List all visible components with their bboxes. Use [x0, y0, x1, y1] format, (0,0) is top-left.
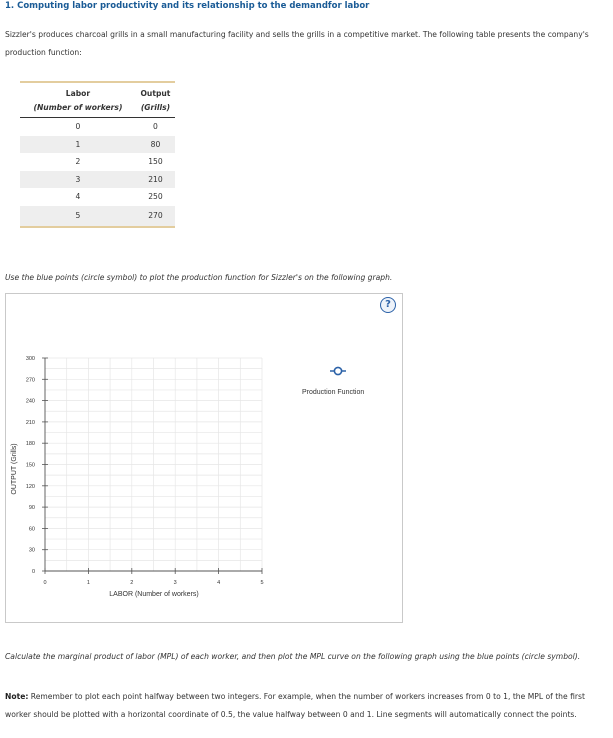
x-tick-label: 4	[217, 580, 221, 586]
y-tick-label: 0	[31, 569, 35, 575]
note-label: Note:	[5, 692, 29, 701]
y-tick-label: 30	[28, 547, 35, 554]
output-unit-header: (Grills)	[136, 101, 175, 118]
legend-label: Production Function	[302, 389, 365, 396]
output-cell: 250	[148, 192, 163, 202]
page-title: 1. Computing labor productivity and its relationship to the demandfor labor	[5, 1, 370, 11]
y-tick-label: 120	[25, 483, 35, 490]
y-tick-label: 90	[28, 505, 35, 512]
labor-cell: 1	[20, 136, 136, 154]
x-tick-label: 1	[86, 580, 90, 586]
labor-unit-header: (Number of workers)	[20, 101, 136, 118]
y-tick-label: 150	[25, 462, 35, 469]
y-tick-label: 240	[25, 398, 35, 405]
intro-paragraph: Sizzler's produces charcoal grills in a small manufacturing facility and sells the grills in a competitive market. The following table presents the company's production function:	[5, 30, 589, 57]
labor-cell: 4	[75, 192, 81, 202]
labor-header: Labor	[20, 82, 136, 101]
output-cell: 0	[153, 122, 158, 132]
output-cell: 270	[136, 206, 175, 227]
y-tick-label: 60	[28, 526, 35, 533]
output-cell: 210	[136, 171, 175, 189]
x-axis-label: LABOR (Number of workers)	[109, 591, 199, 598]
y-axis-label: OUTPUT (Grills)	[11, 443, 18, 495]
legend-point-icon[interactable]	[334, 367, 341, 374]
x-tick-label: 5	[260, 580, 264, 586]
output-cell: 80	[136, 136, 175, 154]
note-body: Remember to plot each point halfway between two integers. For example, when the number of workers increases from 0 to 1, the MPL of the first worker should be plotted with a horizontal coordinate of 0.5, the value halfway between 0 and 1. Line segments will automatically connect the points.	[5, 692, 585, 719]
output-cell: 150	[148, 157, 163, 167]
mpl-instruction: Calculate the marginal product of labor (MPL) of each worker, and then plot the MPL curve on the following graph using the blue points (circle symbol).	[5, 652, 581, 661]
help-icon[interactable]: ?	[380, 297, 396, 313]
x-tick-label: 0	[43, 580, 47, 586]
output-header: Output	[136, 82, 175, 101]
y-tick-label: 300	[25, 356, 35, 362]
labor-cell: 2	[75, 157, 81, 167]
legend-marker[interactable]	[330, 367, 346, 374]
labor-cell: 0	[75, 122, 81, 132]
y-tick-label: 180	[25, 441, 35, 448]
grid-layer	[45, 358, 262, 571]
labor-cell: 5	[20, 206, 136, 227]
y-tick-label: 270	[25, 377, 35, 384]
y-tick-label: 210	[25, 419, 35, 426]
x-tick-label: 2	[130, 580, 134, 586]
graph-instruction: Use the blue points (circle symbol) to plot the production function for Sizzler's on the following graph.	[5, 273, 393, 282]
labor-cell: 3	[20, 171, 136, 189]
x-tick-label: 3	[173, 580, 177, 586]
note-paragraph	[5, 688, 607, 724]
